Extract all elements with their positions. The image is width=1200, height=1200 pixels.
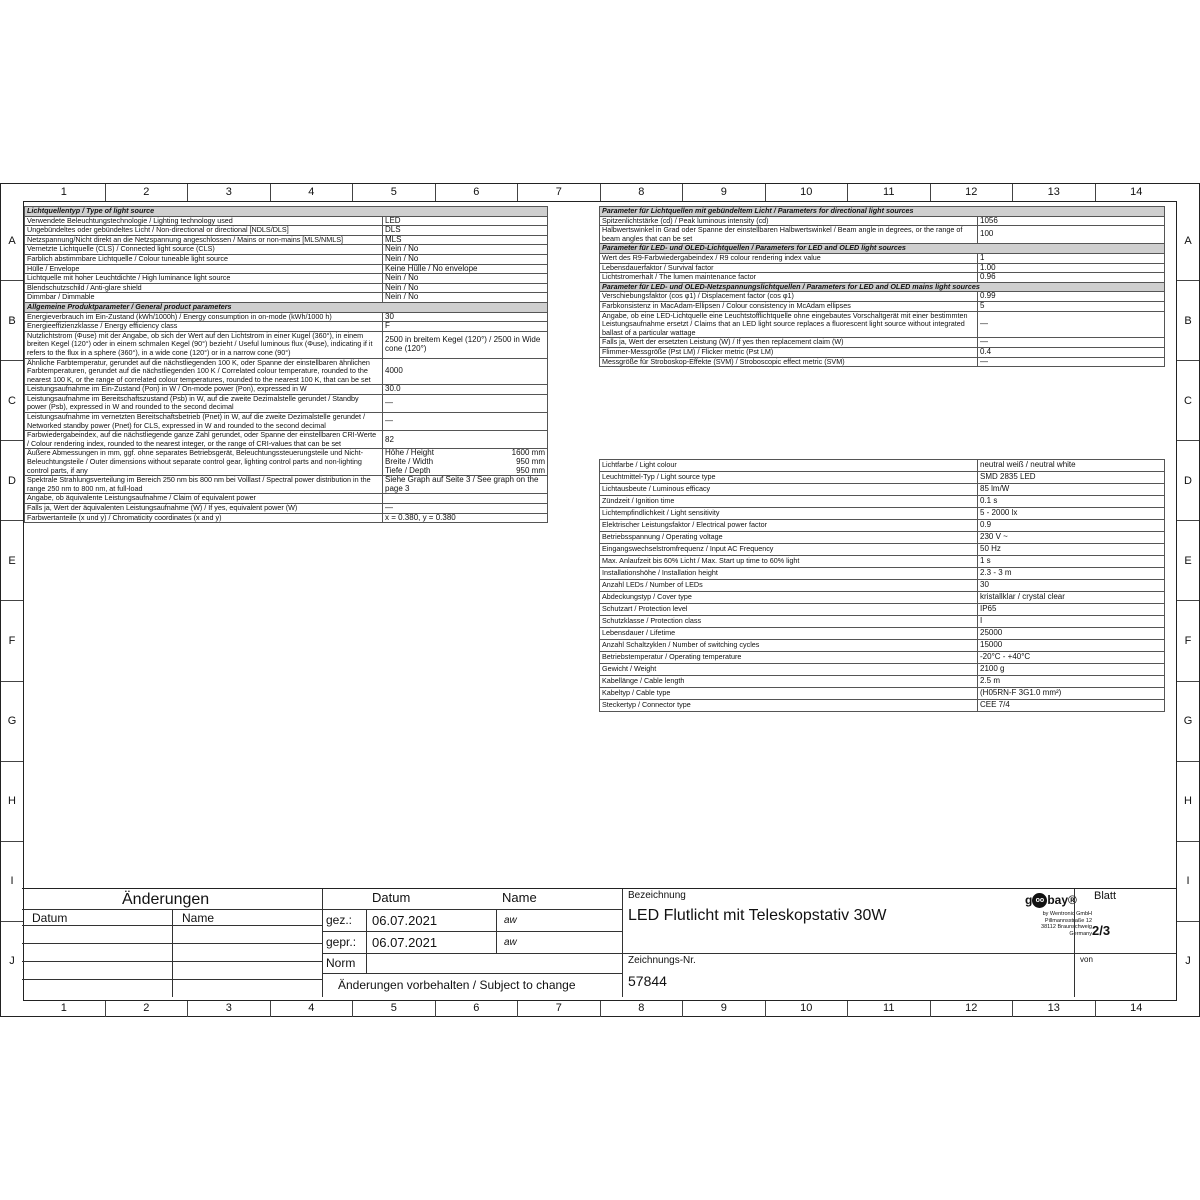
table-row: [600, 700, 1165, 712]
param-value: 0.99: [978, 292, 1165, 302]
column-number: 10: [765, 184, 848, 201]
designation-box: [622, 889, 1176, 997]
spec-value: 0.9: [978, 520, 1165, 532]
param-label-text: Lichtstromerhalt / The lumen maintenance factor: [602, 272, 757, 282]
column-number: 12: [930, 1000, 1013, 1017]
param-label: [25, 226, 383, 236]
changes-name-label: Name: [182, 911, 215, 925]
row-letter: B: [1177, 280, 1199, 360]
spec-value: (H05RN-F 3G1.0 mm²): [978, 688, 1165, 700]
param-value: 100: [978, 226, 1165, 244]
column-number: 11: [847, 1000, 930, 1017]
param-label-text: Falls ja, Wert der ersetzten Leistung (W) / If yes then replacement claim (W): [602, 337, 844, 347]
param-label: [600, 357, 978, 367]
spec-label: Steckertyp / Connector type: [600, 700, 978, 712]
param-label-text: Leistungsaufnahme im Ein-Zustand (Pon) in W / On-mode power (Pon), expressed in W: [27, 384, 307, 394]
param-label-text: Angabe, ob eine LED-Lichtquelle eine Leuchtstofflichtquelle ohne eingebautes Vorschaltgerät mit einer bestimmten Leistungsaufnahme ersetzt / Claims that an LED light source replaces a fluorescent light source without integrated ballast of a particular wattage: [602, 311, 968, 337]
spec-label: Gewicht / Weight: [600, 664, 978, 676]
param-value: x = 0.380, y = 0.380: [383, 513, 548, 523]
param-label: [600, 301, 978, 311]
table-row: [25, 264, 548, 274]
param-label-text: Leistungsaufnahme im Bereitschaftszustand (Psb) in W, auf die zweite Dezimalstelle gerundet / Standby power (Psb), expressed in W and rounded to the second decimal: [27, 394, 359, 412]
spec-value: -20°C - +40°C: [978, 652, 1165, 664]
table-row: [600, 301, 1165, 311]
spec-value: 5 - 2000 lx: [978, 508, 1165, 520]
sheet-label: Blatt: [1094, 890, 1117, 902]
table-row: [600, 556, 1165, 568]
table-row: [25, 226, 548, 236]
table-row: [25, 358, 548, 385]
section-title: Lichtquellentyp / Type of light source: [25, 207, 548, 217]
param-label: [25, 504, 383, 514]
table-row: [600, 484, 1165, 496]
spec-label: Lichtfarbe / Light colour: [600, 460, 978, 472]
changes-title: Änderungen: [122, 891, 210, 908]
spec-label: Abdeckungstyp / Cover type: [600, 592, 978, 604]
param-label-text: Angabe, ob äquivalente Leistungsaufnahme / Claim of equivalent power: [27, 493, 256, 503]
param-value: —: [978, 311, 1165, 338]
param-label-text: Flimmer-Messgröße (Pst LM) / Flicker metric (Pst LM): [602, 347, 774, 356]
table-row: [25, 254, 548, 264]
section-title: Parameter für LED- und OLED-Lichtquellen / Parameters for LED and OLED light sources: [600, 244, 1165, 254]
row-letter: D: [1, 440, 23, 520]
row-letter: F: [1177, 600, 1199, 680]
row-letter: B: [1, 280, 23, 360]
row-letter: C: [1177, 360, 1199, 440]
row-letter: D: [1177, 440, 1199, 520]
row-letter: I: [1177, 841, 1199, 921]
param-value: Nein / No: [383, 245, 548, 255]
section-header: [600, 244, 1165, 254]
param-label-text: Leistungsaufnahme im vernetzten Bereitschaftsbetrieb (Pnet) in W, auf die zweite Dezimalstelle gerundet / Networked standby power (Pnet) for CLS, expressed in W and rounded to the second decimal: [27, 412, 365, 430]
param-value: 0.96: [978, 273, 1165, 283]
param-label: [25, 283, 383, 293]
param-label: [600, 216, 978, 226]
param-label: [25, 476, 383, 494]
table-row: [25, 431, 548, 449]
table-row: [25, 216, 548, 226]
section-title: Parameter für Lichtquellen mit gebündeltem Licht / Parameters for directional light sources: [600, 207, 1165, 217]
column-number: 3: [187, 184, 270, 201]
param-label: [25, 254, 383, 264]
column-numbers-top: [23, 184, 1177, 201]
row-letter: G: [1, 681, 23, 761]
row-letter: H: [1, 761, 23, 841]
spec-value: neutral weiß / neutral white: [978, 460, 1165, 472]
spec-value: I: [978, 616, 1165, 628]
column-number: 7: [517, 1000, 600, 1017]
spec-label: Anzahl LEDs / Number of LEDs: [600, 580, 978, 592]
row-letter: C: [1, 360, 23, 440]
table-row: [25, 274, 548, 284]
param-label: [25, 413, 383, 431]
param-label: [25, 385, 383, 395]
section-title: Allgemeine Produktparameter / General product parameters: [25, 302, 548, 312]
row-letter: A: [8, 234, 16, 247]
table-row: [25, 449, 548, 476]
param-label: [25, 431, 383, 449]
param-label: [600, 273, 978, 283]
table-row: [25, 293, 548, 303]
right-parameter-table: [599, 206, 1165, 367]
spec-value: 25000: [978, 628, 1165, 640]
spec-value: 2.3 - 3 m: [978, 568, 1165, 580]
param-label-text: Farblich abstimmbare Lichtquelle / Colour tuneable light source: [27, 254, 228, 263]
spec-value: 50 Hz: [978, 544, 1165, 556]
table-row: [600, 311, 1165, 338]
drawing-number-value: 57844: [628, 973, 667, 989]
param-value: 4000: [383, 358, 548, 385]
param-label: [25, 358, 383, 385]
param-label-text: Vernetzte Lichtquelle (CLS) / Connected light source (CLS): [27, 244, 215, 254]
param-label-text: Blendschutzschild / Anti-glare shield: [27, 283, 142, 292]
param-label: [25, 449, 383, 476]
brand-address: by Wentronic GmbH Pillmannsstraße 12 38112 Braunschweig Germany: [1041, 911, 1092, 937]
row-letter: G: [1177, 681, 1199, 761]
spec-label: Elektrischer Leistungsfaktor / Electrical power factor: [600, 520, 978, 532]
table-row: [25, 312, 548, 322]
spec-label: Max. Anlaufzeit bis 60% Licht / Max. Start up time to 60% light: [600, 556, 978, 568]
column-number: 6: [435, 1000, 518, 1017]
column-number: 5: [352, 1000, 435, 1017]
table-row: [25, 322, 548, 332]
param-label-text: Dimmbar / Dimmable: [27, 292, 95, 302]
param-label: [600, 311, 978, 338]
table-row: [600, 580, 1165, 592]
row-letter: A: [1184, 234, 1192, 247]
param-value: 30.0: [383, 385, 548, 395]
spec-label: Schutzart / Protection level: [600, 604, 978, 616]
column-number: 11: [847, 184, 930, 201]
column-number: 14: [1095, 184, 1178, 201]
col-datum: Datum: [372, 890, 411, 905]
param-value: —: [383, 413, 548, 431]
param-label: [600, 292, 978, 302]
drawing-number-label: Zeichnungs-Nr.: [628, 955, 696, 966]
table-row: [600, 273, 1165, 283]
param-label-text: Halbwertswinkel in Grad oder Spanne der einstellbaren Halbwertswinkel / Beam angle in degrees, or the range of beam angles that can be set: [602, 225, 963, 243]
gez-name: aw: [504, 915, 517, 926]
column-number: 4: [270, 184, 353, 201]
spec-label: Kabeltyp / Cable type: [600, 688, 978, 700]
table-row: [25, 494, 548, 504]
spec-label: Zündzeit / Ignition time: [600, 496, 978, 508]
param-value: Nein / No: [383, 283, 548, 293]
table-row: [600, 226, 1165, 244]
spec-value: 85 lm/W: [978, 484, 1165, 496]
dimension-value: 950 mm: [516, 465, 545, 475]
param-value: F: [383, 322, 548, 332]
param-label: [25, 216, 383, 226]
param-label-text: Ungebündeltes oder gebündeltes Licht / Non-directional or directional [NDLS/DLS]: [27, 225, 289, 235]
table-row: [600, 520, 1165, 532]
param-label-text: Nutzlichtstrom (Φuse) mit der Angabe, ob sich der Wert auf den Lichtstrom in einer Kugel (360°), in einem breiten Kegel (120°) oder in einem schmalen Kegel (90°) bezieht / Useful luminous flux (Φuse), indicating if it refers to the flux in a sphere (360°), in a wide cone (120°) or in a narrow cone (90°): [27, 331, 373, 357]
param-label: [25, 394, 383, 412]
param-label: [600, 338, 978, 348]
gepr-date: 06.07.2021: [372, 935, 438, 950]
table-row: [600, 688, 1165, 700]
designation-value: LED Flutlicht mit Teleskopstativ 30W: [628, 907, 887, 924]
spec-label: Anzahl Schaltzyklen / Number of switching cycles: [600, 640, 978, 652]
param-value: 82: [383, 431, 548, 449]
spec-label: Installationshöhe / Installation height: [600, 568, 978, 580]
section-header: [600, 282, 1165, 292]
param-value: LED: [383, 216, 548, 226]
row-letter: J: [1, 921, 23, 1001]
column-number: 7: [517, 184, 600, 201]
param-label-text: Netzspannung/Nicht direkt an die Netzspannung angeschlossen / Mains or non-mains [MLS/NMLS]: [27, 235, 344, 244]
param-label-text: Falls ja, Wert der äquivalenten Leistungsaufnahme (W) / If yes, equivalent power (W): [27, 503, 298, 512]
param-label: [25, 331, 383, 358]
param-label: [600, 226, 978, 244]
spec-label: Lichtempfindlichkeit / Light sensitivity: [600, 508, 978, 520]
gez-label: gez.:: [326, 913, 353, 927]
spec-label: Kabellänge / Cable length: [600, 676, 978, 688]
spec-label: Lebensdauer / Lifetime: [600, 628, 978, 640]
table-row: [600, 592, 1165, 604]
table-row: [600, 216, 1165, 226]
param-value: DLS: [383, 226, 548, 236]
subject-to-change: Änderungen vorbehalten / Subject to change: [338, 978, 576, 992]
param-label: [25, 312, 383, 322]
dimension-label: Breite / Width: [385, 457, 434, 467]
column-number: 6: [435, 184, 518, 201]
spec-value: 0.1 s: [978, 496, 1165, 508]
param-label-text: Äußere Abmessungen in mm, ggf. ohne separates Betriebsgerät, Beleuchtungssteuerungsteile und Nicht-Beleuchtungsteile / Outer dimensions without separate control gear, lighting control parts and non-lighting control parts, if any: [27, 448, 364, 475]
param-value: Nein / No: [383, 293, 548, 303]
column-number: 12: [930, 184, 1013, 201]
param-value: 0.4: [978, 347, 1165, 357]
spec-label: Betriebsspannung / Operating voltage: [600, 532, 978, 544]
param-label: [600, 253, 978, 263]
section-title: Parameter für LED- und OLED-Netzspannungslichtquellen / Parameters for LED and OLED mains light sources: [600, 282, 1165, 292]
spec-value: kristallklar / crystal clear: [978, 592, 1165, 604]
param-label-text: Energieeffizienzklasse / Energy efficiency class: [27, 321, 178, 331]
param-value: 1.00: [978, 263, 1165, 273]
param-label: [25, 322, 383, 332]
param-value: 1: [978, 253, 1165, 263]
column-number: 4: [270, 1000, 353, 1017]
param-value: MLS: [383, 235, 548, 245]
norm-label: Norm: [326, 956, 356, 970]
dimension-value: 950 mm: [516, 457, 545, 467]
column-number: 13: [1012, 184, 1095, 201]
param-label-text: Verschiebungsfaktor (cos φ1) / Displacement factor (cos φ1): [602, 291, 794, 301]
row-letters-right: [1177, 201, 1199, 1001]
dimension-label: Tiefe / Depth: [385, 465, 431, 475]
param-label: [25, 235, 383, 245]
table-row: [600, 472, 1165, 484]
table-row: [600, 568, 1165, 580]
param-value: Nein / No: [383, 254, 548, 264]
param-value: [383, 449, 548, 476]
param-value: —: [978, 357, 1165, 367]
table-row: [600, 460, 1165, 472]
table-row: [25, 235, 548, 245]
table-row: [25, 385, 548, 395]
table-row: [25, 513, 548, 523]
table-row: [600, 544, 1165, 556]
column-number: 10: [765, 1000, 848, 1017]
table-row: [600, 616, 1165, 628]
param-value: Siehe Graph auf Seite 3 / See graph on the page 3: [383, 476, 548, 494]
column-number: 13: [1012, 1000, 1095, 1017]
table-row: [25, 476, 548, 494]
param-value: 30: [383, 312, 548, 322]
spec-label: Lichtausbeute / Luminous efficacy: [600, 484, 978, 496]
param-label: [25, 513, 383, 523]
title-block: [22, 888, 1176, 997]
row-letter: E: [1177, 520, 1199, 600]
table-row: [600, 508, 1165, 520]
spec-value: 15000: [978, 640, 1165, 652]
param-label-text: Spitzenlichtstärke (cd) / Peak luminous intensity (cd): [602, 216, 769, 225]
column-number: 2: [105, 1000, 188, 1017]
gez-date: 06.07.2021: [372, 913, 438, 928]
param-label-text: Lebensdauerfaktor / Survival factor: [602, 263, 714, 272]
param-label-text: Energieverbrauch im Ein-Zustand (kWh/1000h) / Energy consumption in on-mode (kWh/1000 h): [27, 312, 332, 321]
table-row: [25, 283, 548, 293]
sheet-value: 2/3: [1092, 923, 1111, 938]
param-value: [383, 494, 548, 504]
row-letter: J: [1177, 921, 1199, 1001]
spec-value: 2100 g: [978, 664, 1165, 676]
param-value: Nein / No: [383, 274, 548, 284]
product-spec-table: [599, 459, 1165, 712]
dimension-value: 1600 mm: [511, 448, 545, 458]
of-label: von: [1080, 955, 1093, 964]
spec-value: CEE 7/4: [978, 700, 1165, 712]
table-row: [25, 504, 548, 514]
param-value: 5: [978, 301, 1165, 311]
table-row: [25, 331, 548, 358]
column-number: 8: [600, 184, 683, 201]
section-header: [25, 302, 548, 312]
param-label-text: Farbkonsistenz in MacAdam-Ellipsen / Colour consistency in McAdam ellipses: [602, 301, 851, 310]
column-number: 1: [60, 186, 67, 198]
param-label-text: Farbwiedergabeindex, auf die nächstliegende ganze Zahl gerundet, oder Spanne der einstellbaren CRI-Werte / Colour rendering index, rounded to the nearest integer, or the range of CRI-values that can be set: [27, 430, 377, 448]
dimension-line: [385, 467, 545, 476]
column-number: 1: [60, 1002, 67, 1014]
spec-value: 230 V ~: [978, 532, 1165, 544]
table-row: [600, 357, 1165, 367]
param-label: [25, 245, 383, 255]
left-parameter-table: [24, 206, 548, 523]
table-row: [600, 532, 1165, 544]
param-label-text: Lichtquelle mit hoher Leuchtdichte / High luminance light source: [27, 273, 231, 283]
changes-date-label: Datum: [32, 911, 68, 925]
param-label: [600, 347, 978, 357]
table-row: [25, 394, 548, 412]
param-value: —: [978, 338, 1165, 348]
param-value: —: [383, 504, 548, 514]
spec-label: Betriebstemperatur / Operating temperature: [600, 652, 978, 664]
column-number: 5: [352, 184, 435, 201]
table-row: [600, 292, 1165, 302]
row-letters-left: [1, 201, 23, 1001]
param-label: [600, 263, 978, 273]
param-label: [25, 264, 383, 274]
param-label-text: Messgröße für Stroboskop-Effekte (SVM) / Stroboscopic effect metric (SVM): [602, 357, 845, 366]
param-label: [25, 494, 383, 504]
spec-value: IP65: [978, 604, 1165, 616]
section-header: [600, 207, 1165, 217]
column-number: 14: [1095, 1000, 1178, 1017]
param-label-text: Ähnliche Farbtemperatur, gerundet auf die nächstliegenden 100 K, oder Spanne der einstellbaren ähnlichen Farbtemperaturen, gerundet auf die nächstliegenden 100 K / Correlated colour temperature, rounded to the nearest 100 K, or the range of correlated colour temperatures, rounded to the nearest 100 K, that can be set: [27, 358, 371, 384]
param-value: Keine Hülle / No envelope: [383, 264, 548, 274]
designation-label: Bezeichnung: [628, 890, 686, 901]
param-label: [25, 274, 383, 284]
table-row: [600, 604, 1165, 616]
table-row: [600, 676, 1165, 688]
param-value: 2500 in breitem Kegel (120°) / 2500 in Wide cone (120°): [383, 331, 548, 358]
brand-logo: g oo bay®: [1025, 893, 1077, 907]
row-letter: I: [1, 841, 23, 921]
column-number: 9: [682, 1000, 765, 1017]
spec-value: 1 s: [978, 556, 1165, 568]
spec-label: Leuchtmittel-Typ / Light source type: [600, 472, 978, 484]
spec-value: 2.5 m: [978, 676, 1165, 688]
table-row: [600, 253, 1165, 263]
param-value: —: [383, 394, 548, 412]
dimension-label: Höhe / Height: [385, 448, 434, 458]
column-numbers-bottom: [23, 1000, 1177, 1017]
spec-value: SMD 2835 LED: [978, 472, 1165, 484]
gepr-label: gepr.:: [326, 935, 357, 949]
param-label-text: Farbwertanteile (x und y) / Chromaticity coordinates (x and y): [27, 513, 222, 522]
row-letter: H: [1177, 761, 1199, 841]
table-row: [600, 263, 1165, 273]
column-number: 3: [187, 1000, 270, 1017]
param-label-text: Verwendete Beleuchtungstechnologie / Lighting technology used: [27, 216, 233, 225]
table-row: [600, 640, 1165, 652]
table-row: [600, 628, 1165, 640]
column-number: 2: [105, 184, 188, 201]
param-label-text: Hülle / Envelope: [27, 264, 80, 273]
spec-label: Eingangswechselstromfrequenz / Input AC Frequency: [600, 544, 978, 556]
spec-value: 30: [978, 580, 1165, 592]
gepr-name: aw: [504, 937, 517, 948]
table-row: [600, 496, 1165, 508]
param-label-text: Spektrale Strahlungsverteilung im Bereich 250 nm bis 800 nm bei Volllast / Spectral power distribution in the range 250 nm to 800 nm, at full-load: [27, 475, 371, 493]
param-label: [25, 293, 383, 303]
col-name: Name: [502, 890, 537, 905]
table-row: [25, 413, 548, 431]
table-row: [25, 245, 548, 255]
table-row: [600, 338, 1165, 348]
row-letter: F: [1, 600, 23, 680]
param-label-text: Wert des R9-Farbwiedergabeindex / R9 colour rendering index value: [602, 253, 821, 262]
column-number: 9: [682, 184, 765, 201]
spec-label: Schutzklasse / Protection class: [600, 616, 978, 628]
section-header: [25, 207, 548, 217]
row-letter: E: [1, 520, 23, 600]
table-row: [600, 347, 1165, 357]
table-row: [600, 652, 1165, 664]
param-value: 1056: [978, 216, 1165, 226]
table-row: [600, 664, 1165, 676]
column-number: 8: [600, 1000, 683, 1017]
